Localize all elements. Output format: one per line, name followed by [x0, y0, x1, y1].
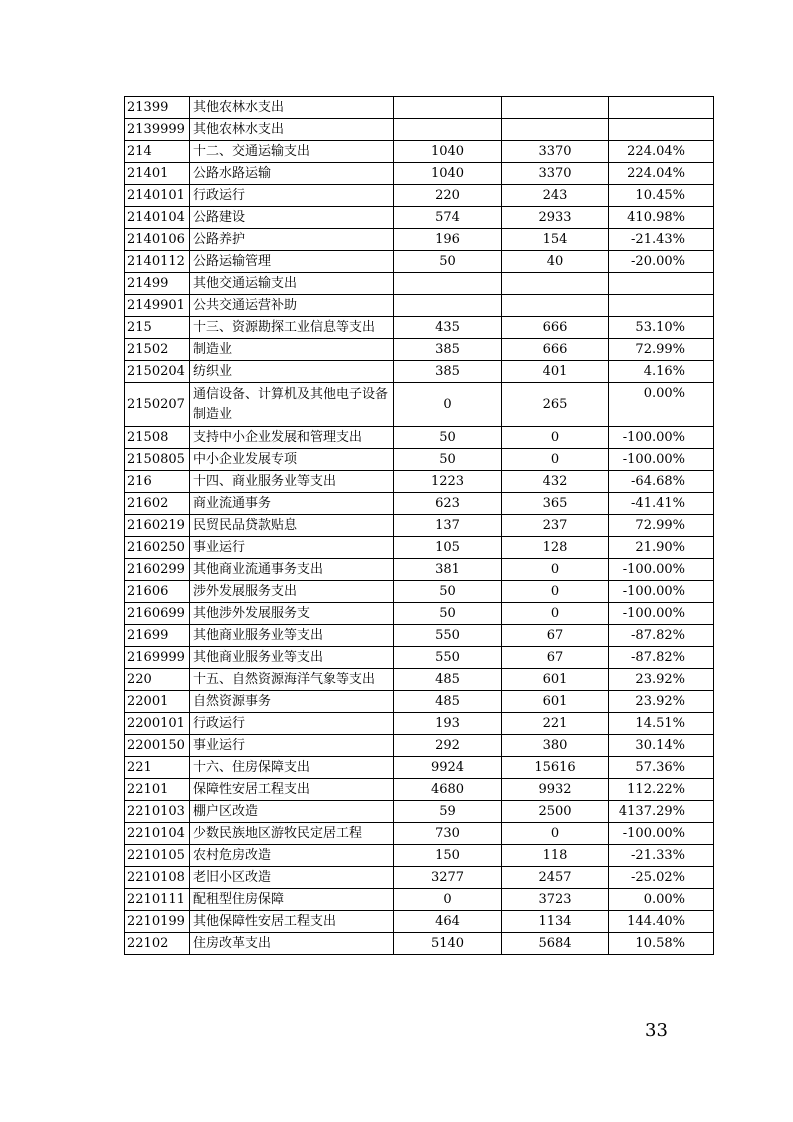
subject-code-cell: 22102	[125, 933, 190, 955]
growth-rate-cell: -25.02%	[609, 867, 714, 889]
current-year-amount-cell: 3723	[502, 889, 609, 911]
current-year-amount-cell: 118	[502, 845, 609, 867]
subject-code-cell: 2149901	[125, 295, 190, 317]
prior-year-amount-cell: 574	[394, 207, 502, 229]
table-row	[125, 383, 714, 427]
prior-year-amount-cell: 9924	[394, 757, 502, 779]
subject-name-cell: 事业运行	[190, 735, 394, 757]
subject-code-cell: 2160250	[125, 537, 190, 559]
table-row	[125, 185, 714, 207]
subject-code-cell: 221	[125, 757, 190, 779]
prior-year-amount-cell: 59	[394, 801, 502, 823]
current-year-amount-cell: 666	[502, 317, 609, 339]
subject-name-cell: 支持中小企业发展和管理支出	[190, 427, 394, 449]
prior-year-amount-cell: 464	[394, 911, 502, 933]
current-year-amount-cell: 67	[502, 647, 609, 669]
prior-year-amount-cell: 3277	[394, 867, 502, 889]
growth-rate-cell: 224.04%	[609, 141, 714, 163]
subject-code-cell: 2210111	[125, 889, 190, 911]
subject-name-cell: 纺织业	[190, 361, 394, 383]
subject-code-cell: 2160299	[125, 559, 190, 581]
subject-name-cell: 保障性安居工程支出	[190, 779, 394, 801]
table-row	[125, 229, 714, 251]
current-year-amount-cell: 154	[502, 229, 609, 251]
growth-rate-cell: 4137.29%	[609, 801, 714, 823]
prior-year-amount-cell	[394, 273, 502, 295]
subject-name-cell: 其他涉外发展服务支	[190, 603, 394, 625]
current-year-amount-cell: 401	[502, 361, 609, 383]
table-row	[125, 911, 714, 933]
prior-year-amount-cell: 385	[394, 361, 502, 383]
subject-code-cell: 21502	[125, 339, 190, 361]
current-year-amount-cell: 3370	[502, 163, 609, 185]
subject-code-cell: 2150805	[125, 449, 190, 471]
growth-rate-cell: 10.45%	[609, 185, 714, 207]
table-row	[125, 647, 714, 669]
current-year-amount-cell: 9932	[502, 779, 609, 801]
table-row	[125, 471, 714, 493]
subject-name-cell: 涉外发展服务支出	[190, 581, 394, 603]
growth-rate-cell: 4.16%	[609, 361, 714, 383]
table-row	[125, 339, 714, 361]
subject-code-cell: 2210199	[125, 911, 190, 933]
current-year-amount-cell: 0	[502, 603, 609, 625]
subject-name-cell: 住房改革支出	[190, 933, 394, 955]
current-year-amount-cell: 666	[502, 339, 609, 361]
table-row	[125, 779, 714, 801]
prior-year-amount-cell: 381	[394, 559, 502, 581]
subject-code-cell: 21602	[125, 493, 190, 515]
subject-name-cell: 公路运输管理	[190, 251, 394, 273]
prior-year-amount-cell: 0	[394, 889, 502, 911]
prior-year-amount-cell: 550	[394, 647, 502, 669]
table-row	[125, 207, 714, 229]
growth-rate-cell: -21.43%	[609, 229, 714, 251]
current-year-amount-cell: 40	[502, 251, 609, 273]
subject-name-cell: 通信设备、计算机及其他电子设备制造业	[190, 383, 394, 427]
subject-code-cell: 2160219	[125, 515, 190, 537]
current-year-amount-cell: 5684	[502, 933, 609, 955]
current-year-amount-cell: 237	[502, 515, 609, 537]
prior-year-amount-cell: 1040	[394, 163, 502, 185]
current-year-amount-cell: 0	[502, 449, 609, 471]
growth-rate-cell: 30.14%	[609, 735, 714, 757]
subject-name-cell: 自然资源事务	[190, 691, 394, 713]
prior-year-amount-cell: 435	[394, 317, 502, 339]
subject-name-cell: 其他农林水支出	[190, 119, 394, 141]
prior-year-amount-cell: 150	[394, 845, 502, 867]
subject-name-cell: 十四、商业服务业等支出	[190, 471, 394, 493]
table-row	[125, 823, 714, 845]
prior-year-amount-cell: 50	[394, 603, 502, 625]
subject-name-cell: 农村危房改造	[190, 845, 394, 867]
prior-year-amount-cell: 623	[394, 493, 502, 515]
growth-rate-cell: -64.68%	[609, 471, 714, 493]
current-year-amount-cell: 67	[502, 625, 609, 647]
table-row	[125, 889, 714, 911]
current-year-amount-cell: 1134	[502, 911, 609, 933]
table-row	[125, 97, 714, 119]
growth-rate-cell: -87.82%	[609, 647, 714, 669]
prior-year-amount-cell	[394, 119, 502, 141]
prior-year-amount-cell	[394, 295, 502, 317]
growth-rate-cell: 112.22%	[609, 779, 714, 801]
growth-rate-cell: 0.00%	[609, 889, 714, 911]
subject-code-cell: 2150204	[125, 361, 190, 383]
growth-rate-cell: 53.10%	[609, 317, 714, 339]
subject-code-cell: 2210104	[125, 823, 190, 845]
subject-code-cell: 21606	[125, 581, 190, 603]
current-year-amount-cell: 221	[502, 713, 609, 735]
growth-rate-cell: -100.00%	[609, 427, 714, 449]
growth-rate-cell: 57.36%	[609, 757, 714, 779]
prior-year-amount-cell: 50	[394, 581, 502, 603]
current-year-amount-cell	[502, 119, 609, 141]
current-year-amount-cell: 243	[502, 185, 609, 207]
table-row	[125, 691, 714, 713]
growth-rate-cell: -100.00%	[609, 581, 714, 603]
subject-code-cell: 2150207	[125, 383, 190, 427]
growth-rate-cell: -20.00%	[609, 251, 714, 273]
subject-name-cell: 十六、住房保障支出	[190, 757, 394, 779]
prior-year-amount-cell: 50	[394, 427, 502, 449]
table-row	[125, 713, 714, 735]
table-row	[125, 625, 714, 647]
subject-code-cell: 2210103	[125, 801, 190, 823]
subject-code-cell: 2169999	[125, 647, 190, 669]
growth-rate-cell: 0.00%	[609, 383, 714, 427]
subject-code-cell: 220	[125, 669, 190, 691]
growth-rate-cell: 21.90%	[609, 537, 714, 559]
prior-year-amount-cell: 220	[394, 185, 502, 207]
growth-rate-cell	[609, 295, 714, 317]
subject-name-cell: 事业运行	[190, 537, 394, 559]
subject-name-cell: 十三、资源勘探工业信息等支出	[190, 317, 394, 339]
subject-code-cell: 2139999	[125, 119, 190, 141]
growth-rate-cell: 23.92%	[609, 669, 714, 691]
budget-table	[124, 96, 714, 955]
growth-rate-cell: 224.04%	[609, 163, 714, 185]
subject-name-cell: 行政运行	[190, 185, 394, 207]
table-row	[125, 735, 714, 757]
subject-code-cell: 215	[125, 317, 190, 339]
subject-code-cell: 214	[125, 141, 190, 163]
current-year-amount-cell: 2457	[502, 867, 609, 889]
current-year-amount-cell: 0	[502, 559, 609, 581]
subject-code-cell: 2210105	[125, 845, 190, 867]
prior-year-amount-cell: 105	[394, 537, 502, 559]
growth-rate-cell: -100.00%	[609, 449, 714, 471]
prior-year-amount-cell: 50	[394, 449, 502, 471]
current-year-amount-cell: 380	[502, 735, 609, 757]
subject-name-cell: 其他商业流通事务支出	[190, 559, 394, 581]
current-year-amount-cell: 2500	[502, 801, 609, 823]
growth-rate-cell: 144.40%	[609, 911, 714, 933]
subject-code-cell: 21399	[125, 97, 190, 119]
growth-rate-cell: 14.51%	[609, 713, 714, 735]
table-body	[125, 97, 714, 955]
subject-name-cell: 公路养护	[190, 229, 394, 251]
current-year-amount-cell: 0	[502, 581, 609, 603]
prior-year-amount-cell	[394, 97, 502, 119]
table-row	[125, 449, 714, 471]
subject-code-cell: 21699	[125, 625, 190, 647]
current-year-amount-cell: 3370	[502, 141, 609, 163]
prior-year-amount-cell: 385	[394, 339, 502, 361]
growth-rate-cell: 10.58%	[609, 933, 714, 955]
prior-year-amount-cell: 485	[394, 669, 502, 691]
current-year-amount-cell: 128	[502, 537, 609, 559]
growth-rate-cell: -87.82%	[609, 625, 714, 647]
subject-code-cell: 22001	[125, 691, 190, 713]
table-row	[125, 251, 714, 273]
table-row	[125, 537, 714, 559]
prior-year-amount-cell: 193	[394, 713, 502, 735]
growth-rate-cell	[609, 119, 714, 141]
subject-name-cell: 公路水路运输	[190, 163, 394, 185]
subject-code-cell: 21508	[125, 427, 190, 449]
table-row	[125, 801, 714, 823]
current-year-amount-cell: 601	[502, 691, 609, 713]
growth-rate-cell: -41.41%	[609, 493, 714, 515]
prior-year-amount-cell: 4680	[394, 779, 502, 801]
table-row	[125, 317, 714, 339]
growth-rate-cell: 72.99%	[609, 515, 714, 537]
table-row	[125, 867, 714, 889]
current-year-amount-cell: 0	[502, 823, 609, 845]
subject-name-cell: 老旧小区改造	[190, 867, 394, 889]
subject-name-cell: 棚户区改造	[190, 801, 394, 823]
growth-rate-cell	[609, 273, 714, 295]
table-row	[125, 295, 714, 317]
current-year-amount-cell: 265	[502, 383, 609, 427]
subject-code-cell: 22101	[125, 779, 190, 801]
prior-year-amount-cell: 0	[394, 383, 502, 427]
subject-code-cell: 2210108	[125, 867, 190, 889]
subject-code-cell: 2140106	[125, 229, 190, 251]
growth-rate-cell	[609, 97, 714, 119]
current-year-amount-cell: 2933	[502, 207, 609, 229]
subject-code-cell: 21401	[125, 163, 190, 185]
subject-code-cell: 2160699	[125, 603, 190, 625]
subject-name-cell: 少数民族地区游牧民定居工程	[190, 823, 394, 845]
subject-name-cell: 其他交通运输支出	[190, 273, 394, 295]
current-year-amount-cell: 432	[502, 471, 609, 493]
current-year-amount-cell: 15616	[502, 757, 609, 779]
subject-code-cell: 2140112	[125, 251, 190, 273]
subject-name-cell: 公路建设	[190, 207, 394, 229]
table-row	[125, 559, 714, 581]
table-row	[125, 361, 714, 383]
subject-name-cell: 十五、自然资源海洋气象等支出	[190, 669, 394, 691]
table-row	[125, 845, 714, 867]
prior-year-amount-cell: 730	[394, 823, 502, 845]
table-row	[125, 273, 714, 295]
table-row	[125, 493, 714, 515]
subject-name-cell: 十二、交通运输支出	[190, 141, 394, 163]
growth-rate-cell: -100.00%	[609, 823, 714, 845]
prior-year-amount-cell: 5140	[394, 933, 502, 955]
growth-rate-cell: 410.98%	[609, 207, 714, 229]
table-row	[125, 669, 714, 691]
subject-name-cell: 民贸民品贷款贴息	[190, 515, 394, 537]
subject-name-cell: 中小企业发展专项	[190, 449, 394, 471]
table-row	[125, 933, 714, 955]
prior-year-amount-cell: 550	[394, 625, 502, 647]
subject-name-cell: 配租型住房保障	[190, 889, 394, 911]
prior-year-amount-cell: 485	[394, 691, 502, 713]
subject-name-cell: 其他保障性安居工程支出	[190, 911, 394, 933]
growth-rate-cell: 72.99%	[609, 339, 714, 361]
subject-name-cell: 行政运行	[190, 713, 394, 735]
subject-code-cell: 2200101	[125, 713, 190, 735]
subject-name-cell: 商业流通事务	[190, 493, 394, 515]
subject-name-cell: 制造业	[190, 339, 394, 361]
current-year-amount-cell: 365	[502, 493, 609, 515]
table-row	[125, 427, 714, 449]
subject-code-cell: 216	[125, 471, 190, 493]
table-row	[125, 163, 714, 185]
table-row	[125, 515, 714, 537]
current-year-amount-cell	[502, 97, 609, 119]
subject-code-cell: 21499	[125, 273, 190, 295]
current-year-amount-cell: 0	[502, 427, 609, 449]
prior-year-amount-cell: 50	[394, 251, 502, 273]
current-year-amount-cell: 601	[502, 669, 609, 691]
subject-name-cell: 其他农林水支出	[190, 97, 394, 119]
prior-year-amount-cell: 196	[394, 229, 502, 251]
growth-rate-cell: -21.33%	[609, 845, 714, 867]
prior-year-amount-cell: 292	[394, 735, 502, 757]
table-row	[125, 603, 714, 625]
growth-rate-cell: 23.92%	[609, 691, 714, 713]
growth-rate-cell: -100.00%	[609, 603, 714, 625]
table-row	[125, 757, 714, 779]
subject-code-cell: 2140101	[125, 185, 190, 207]
current-year-amount-cell	[502, 295, 609, 317]
subject-name-cell: 其他商业服务业等支出	[190, 647, 394, 669]
subject-name-cell: 公共交通运营补助	[190, 295, 394, 317]
page-number: 33	[645, 1020, 668, 1041]
prior-year-amount-cell: 1040	[394, 141, 502, 163]
table-row	[125, 581, 714, 603]
subject-name-cell: 其他商业服务业等支出	[190, 625, 394, 647]
current-year-amount-cell	[502, 273, 609, 295]
table-row	[125, 119, 714, 141]
prior-year-amount-cell: 137	[394, 515, 502, 537]
prior-year-amount-cell: 1223	[394, 471, 502, 493]
growth-rate-cell: -100.00%	[609, 559, 714, 581]
table-row	[125, 141, 714, 163]
subject-code-cell: 2140104	[125, 207, 190, 229]
subject-code-cell: 2200150	[125, 735, 190, 757]
